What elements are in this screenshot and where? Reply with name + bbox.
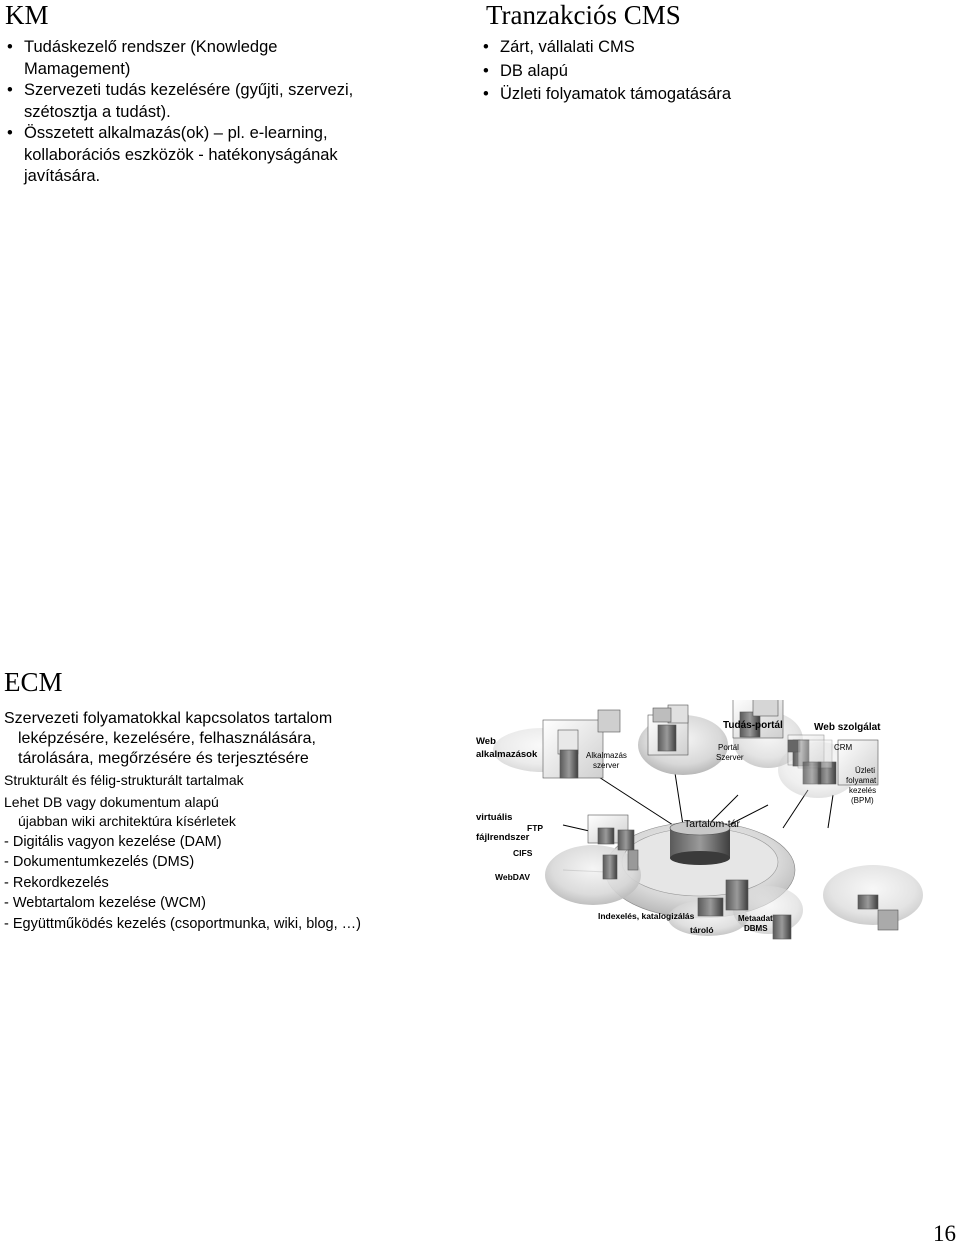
km-title: KM <box>5 0 49 30</box>
km-bullet-2: • Szervezeti tudás kezelésére (gyűjti, szervezi, szétosztja a tudást). <box>4 80 384 123</box>
ecm-intro-line-1: Szervezeti folyamatokkal kapcsolatos tartalom <box>4 710 333 727</box>
ecm-item-dam: - Digitális vagyon kezelése (DAM) <box>4 833 222 850</box>
label-storage: tároló <box>690 925 714 935</box>
slide-transactional-cms <box>480 0 940 108</box>
label-bpm-2: folyamat <box>846 776 877 785</box>
label-bpm-4: (BPM) <box>851 796 874 805</box>
ecm-structured: Strukturált és félig-strukturált tartalmak <box>4 772 244 788</box>
label-webdav: WebDAV <box>495 872 531 882</box>
ecm-item-records: - Rekordkezelés <box>4 874 109 891</box>
ecm-intro-line-2: leképzésére, kezelésére, felhasználására, <box>18 730 316 747</box>
ecm-intro-line-3: tárolására, megőrzésére és terjesztésére <box>18 750 309 767</box>
ecm-item-dms: - Dokumentumkezelés (DMS) <box>4 854 195 870</box>
label-virtual: virtuális <box>476 812 513 823</box>
km-bullet-list <box>4 37 384 188</box>
label-portal-2: Szerver <box>716 753 744 762</box>
page-number: 16 <box>933 1221 956 1246</box>
tcms-bullet-1: • Zárt, vállalati CMS <box>480 37 940 59</box>
label-knowledge-portal: Tudás-portál <box>723 720 783 731</box>
km-bullet-3: • Összetett alkalmazás(ok) – pl. e-learning, kollaborációs eszközök - hatékonyságának javítására. <box>4 123 384 188</box>
label-bpm-1: Üzleti <box>855 766 876 775</box>
tcms-bullet-3: • Üzleti folyamatok támogatására <box>480 84 940 106</box>
slide-ecm <box>4 667 444 934</box>
label-cifs: CIFS <box>513 848 533 858</box>
label-bpm-3: kezelés <box>849 786 877 795</box>
label-portal-1: Portál <box>718 743 739 752</box>
label-ftp: FTP <box>527 823 544 833</box>
tcms-bullet-list <box>480 37 940 106</box>
ecm-item-collab: - Együttműködés kezelés (csoportmunka, wiki, blog, …) <box>4 915 361 932</box>
ecm-db-line: Lehet DB vagy dokumentum alapú <box>4 793 219 810</box>
label-metadata-1: Metaadat <box>738 914 773 923</box>
label-web-apps: alkalmazások <box>476 749 538 760</box>
label-metadata-2: DBMS <box>744 924 768 933</box>
ecm-intro <box>4 709 444 769</box>
label-web: Web <box>476 736 496 747</box>
label-app-server-1: Alkalmazás <box>586 751 627 760</box>
tcms-title: Tranzakciós CMS <box>486 0 681 30</box>
tcms-bullet-2: • DB alapú <box>480 61 940 83</box>
ecm-architecture-diagram <box>468 700 948 945</box>
label-web-service: Web szolgálat <box>814 722 881 733</box>
slide-km <box>4 0 384 188</box>
label-indexing: Indexelés, katalogizálás <box>598 911 695 921</box>
ecm-title: ECM <box>4 667 63 697</box>
ecm-item-wcm: - Webtartalom kezelése (WCM) <box>4 895 206 911</box>
ecm-db-info <box>4 793 444 832</box>
ecm-item-list <box>4 832 444 935</box>
label-filesystem: fájlrendszer <box>476 832 530 843</box>
content-store-label: Tartalom-tár <box>683 818 741 830</box>
ecm-wiki-line: újabban wiki architektúra kísérletek <box>18 813 236 829</box>
label-app-server-2: szerver <box>593 761 620 770</box>
km-bullet-1: • Tudáskezelő rendszer (Knowledge Mamagement) <box>4 37 384 80</box>
label-crm: CRM <box>834 743 853 752</box>
